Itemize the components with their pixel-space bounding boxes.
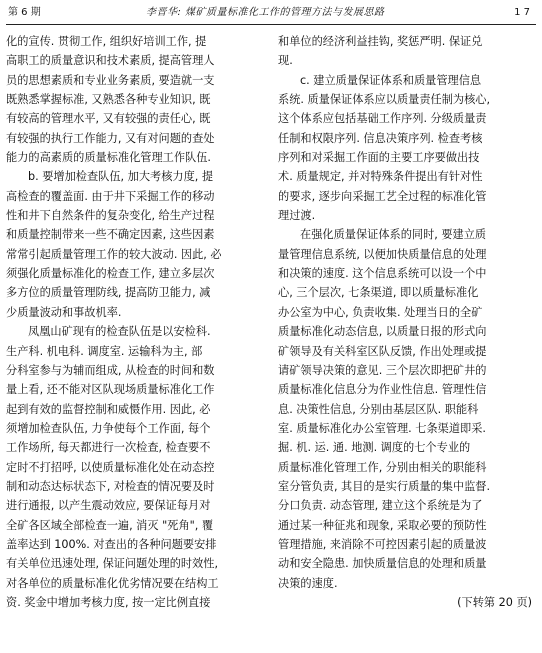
text-line: 分口负责. 动态管理, 建立这个系统是为了 [278,499,483,513]
text-line: 工作场所, 每天都进行一次检查, 检查要不 [6,441,211,455]
text-line: 须强化质量标准化的检查工作, 建立多层次 [6,267,215,281]
text-line: 须增加检查队伍, 力争使每个工作面, 每个 [6,421,211,435]
text-line: 量管理信息系统, 以便加快质量信息的处理 [278,247,487,261]
continuation-note: (下转第 20 页) [457,595,532,609]
text-line: 高检查的覆盖面. 由于井下采掘工作的移动 [6,189,215,203]
text-line: 性和井下自然条件的复杂变化, 给生产过程 [6,209,215,223]
issue-number: 第 6 期 [8,7,41,18]
text-line: 质量标准化动态信息, 以质量日报的形式向 [278,325,487,339]
right-column [278,32,536,612]
text-line: 凤凰山矿现有的检查队伍是以安检科. [28,325,211,339]
text-line: 有较高的管理水平, 又有较强的责任心, 既 [6,112,211,126]
text-line: 定时不打招呼, 以使质量标准化处在动态控 [6,460,215,474]
text-line: 序列和对采掘工作面的主要工序要做出技 [278,151,480,165]
left-column [6,32,268,612]
text-line: 对各单位的质量标准化优劣情况要在结构工 [6,576,219,590]
text-line: 这个体系应包括基础工作序列. 分级质量责 [278,112,487,126]
text-line: 制和动态达标状态下, 对检查的情况要及时 [6,479,215,493]
text-line: 化的宣传. 贯彻工作, 组织好培训工作, 提 [6,35,207,48]
text-line: 有关单位迅速处理, 保证问题处理的时效性, [6,557,219,571]
text-line: 和单位的经济利益挂钩, 奖惩严明. 保证兑 [278,35,483,48]
text-line: 有较强的执行工作能力, 又有对问题的查处 [6,131,215,145]
text-line: 和决策的速度. 这个信息系统可以设一个中 [278,267,487,281]
text-line: 管理措施, 来消除不可控因素引起的质量波 [278,537,487,551]
page-header [8,4,534,22]
text-line: 通过某一种征兆和现象, 采取必要的预防性 [278,518,487,532]
text-line: 多方位的质量管理防线, 提高防卫能力, 减 [6,286,211,300]
text-line: 既熟悉掌握标准, 又熟悉各种专业知识, 既 [6,93,211,107]
header-rule [6,24,536,25]
text-line: 系统. 质量保证体系应以质量责任制为核心, [278,93,491,107]
text-line: 盖率达到 100%. 对查出的各种问题要安排 [6,537,217,551]
text-line: 息. 决策性信息, 分别由基层区队. 职能科 [278,402,479,416]
text-line: 办公室为中心, 负责收集. 处理当日的全矿 [278,305,483,319]
text-line: 动和安全隐患. 加快质量信息的处理和质量 [278,557,487,571]
text-line: 术. 质量规定, 并对特殊条件提出有针对性 [278,170,483,184]
text-line: 全矿各区域全部检查一遍, 消灭 "死角", 覆 [6,518,214,532]
text-line: 质量标准化信息分为作业性信息. 管理性信 [278,383,487,397]
text-line: 室分管负责, 其目的是实行质量的集中监督. [278,479,491,493]
text-line: 分科室参与为辅而组成, 从检查的时间和数 [6,363,215,377]
text-line: 进行通报, 以产生震动效应, 要保证每月对 [6,499,211,513]
text-line: 掘. 机. 运. 通. 地测. 调度的七个专业的 [278,441,471,455]
text-line: 生产科. 机电科. 调度室. 运输科为主, 部 [6,344,203,358]
text-line: 高职工的质量意识和技术素质, 提高管理人 [6,54,215,68]
text-line: 资. 奖金中增加考核力度, 按一定比例直接 [6,595,211,609]
text-line: 量上看, 还不能对区队现场质量标准化工作 [6,383,215,397]
text-line: b. 要增加检查队伍, 加大考核力度, 提 [28,170,214,184]
text-line: 起到有效的监督控制和威慑作用. 因此, 必 [6,402,211,416]
text-line: 决策的速度. [278,576,338,590]
text-line: 任制和权限序列. 信息决策序列. 检查考核 [278,131,483,145]
text-line: 和质量控制带来一些不确定因素, 这些因素 [6,228,215,242]
text-line: 员的思想素质和专业业务素质, 要造就一支 [6,73,215,87]
text-line: 请矿领导决策的意见. 三个层次即把矿井的 [278,363,487,377]
page-number: 1 7 [514,7,530,18]
text-line: 理过渡. [278,209,316,223]
text-line: 现. [278,54,293,68]
text-line: 能力的高素质的质量标准化管理工作队伍. [6,151,211,165]
running-title: 李晋华: 煤矿质量标准化工作的管理方法与发展思路 [146,7,385,18]
text-line: c. 建立质量保证体系和质量管理信息 [300,73,482,87]
text-line: 在强化质量保证体系的同时, 要建立质 [300,228,487,242]
text-line: 心, 三个层次, 七条渠道, 即以质量标准化 [278,286,479,300]
text-line: 室. 质量标准化办公室管理. 七条渠道即采. [278,421,486,435]
text-line: 质量标准化管理工作, 分别由相关的职能科 [278,460,487,474]
text-line: 常常引起质量管理工作的较大波动. 因此, 必 [6,247,222,261]
text-line: 的要求, 逐步向采掘工艺全过程的标准化管 [278,189,487,203]
text-line: 少质量波动和事故机率. [6,305,122,319]
text-line: 矿领导及有关科室区队反馈, 作出处理或提 [278,344,487,358]
